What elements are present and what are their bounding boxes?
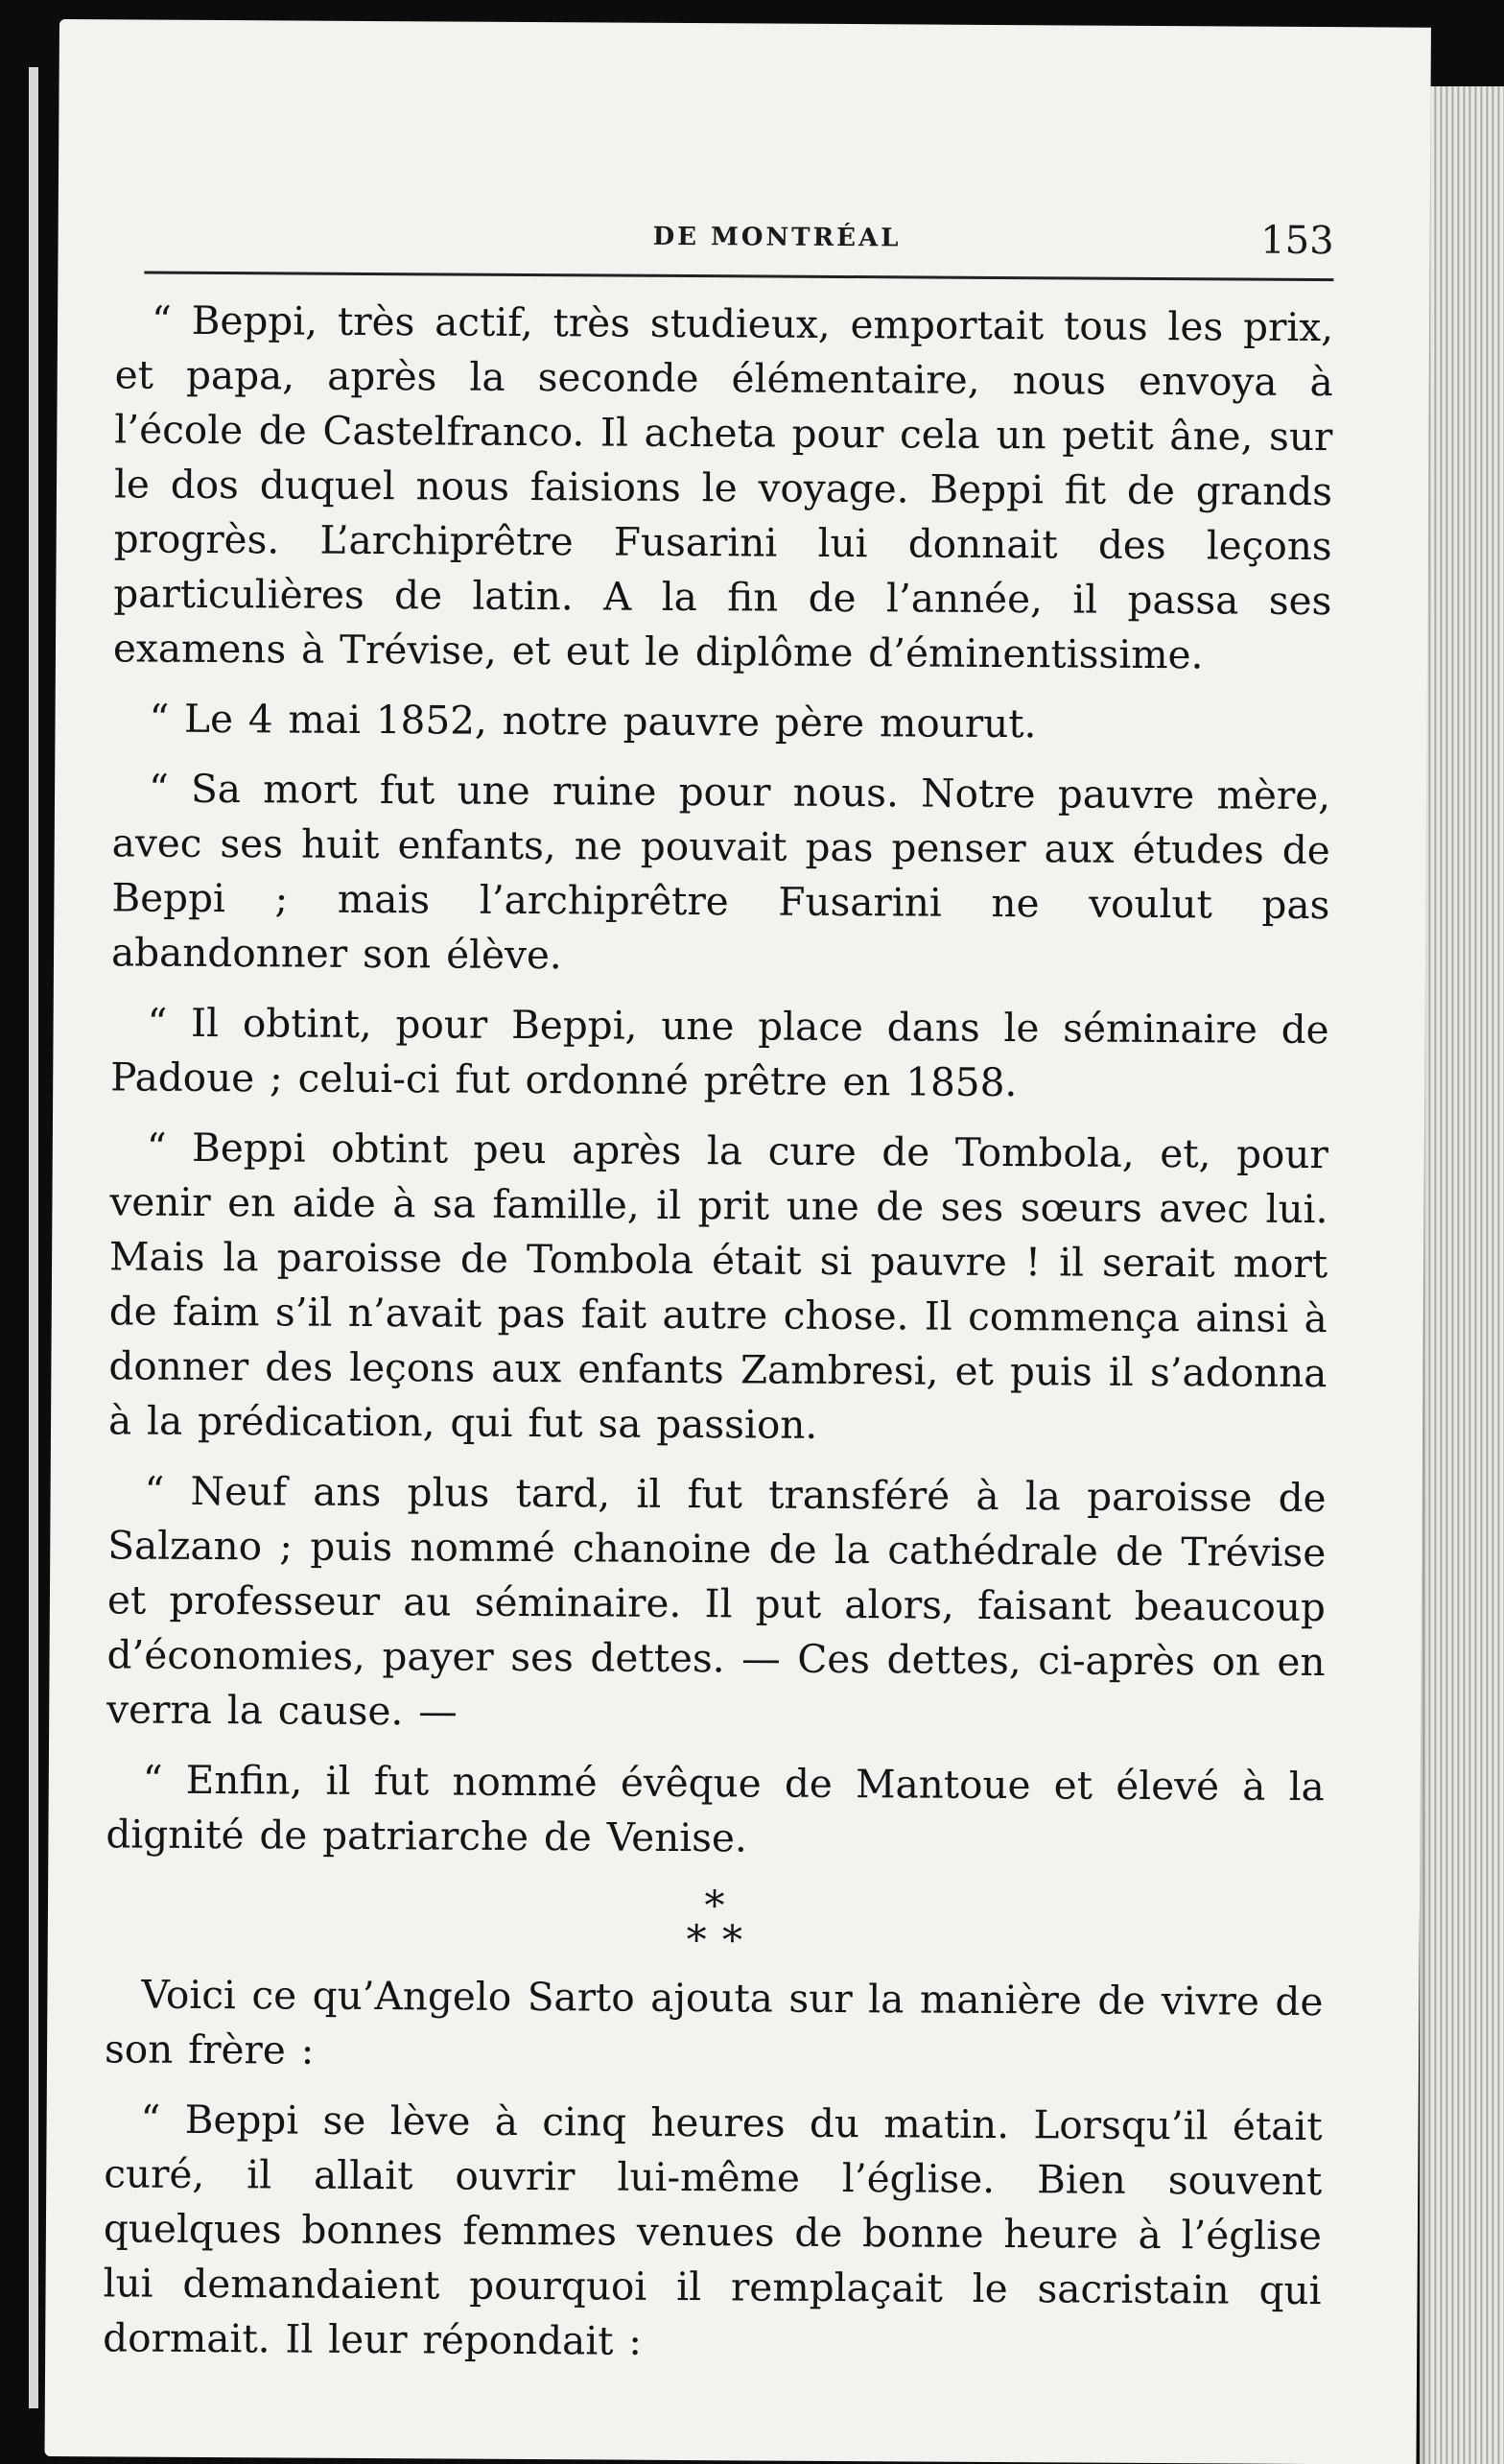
paragraph: “ Enfin, il fut nommé évêque de Mantoue et élevé à la dignité de patriarche de Venise. (106, 1756, 1325, 1861)
paragraph: “ Sa mort fut une ruine pour nous. Notre pauvre mère, avec ses huit enfants, ne pouvait pas penser aux études de Beppi ; mais l’archiprêtre Fusarini ne voulut pas abandonner son élève. (110, 765, 1331, 979)
paragraph: Voici ce qu’Angelo Sarto ajouta sur la manière de vivre de son frère : (104, 1971, 1324, 2073)
asterism-bottom: * * (686, 1916, 743, 1964)
section-asterism (106, 1882, 1324, 1964)
paragraph: “ Beppi se lève à cinq heures du matin. Lorsqu’il était curé, il allait ouvrir lui-même l’église. Bien souvent quelques bonnes femmes venues de bonne heure à l’église lui demandaient pourquoi il remplaçait le sacristain qui dormait. Il leur répondait : (103, 2096, 1323, 2364)
paragraph: “ Il obtint, pour Beppi, une place dans le séminaire de Padoue ; celui-ci fut ordonné prêtre en 1858. (110, 999, 1329, 1106)
body-text (103, 293, 1333, 2388)
paragraph: “ Neuf ans plus tard, il fut transféré à la paroisse de Salzano ; puis nommé chanoine de la cathédrale de Trévise et professeur au séminaire. Il put alors, faisant beaucoup d’économies, payer ses dettes. — Ces dettes, ci-après on en verra la cause. — (106, 1467, 1327, 1735)
page-number: 153 (1260, 218, 1334, 264)
asterism-top: * (704, 1882, 725, 1930)
page-sheet (44, 19, 1430, 2464)
page-fore-edge (1420, 86, 1504, 2464)
paragraph: “ Beppi, très actif, très studieux, emportait tous les prix, et papa, après la seconde élémentaire, nous envoya à l’école de Castelfranco. Il acheta pour cela un petit âne, sur le dos duquel nous faisions le voyage. Beppi fit de grands progrès. L’archiprêtre Fusarini lui donnait des leçons particulières de latin. A la fin de l’année, il passa ses examens à Trévise, et eut le diplôme d’éminentissime. (112, 296, 1334, 678)
running-head: DE MONTRÉAL (652, 222, 902, 253)
paragraph: “ Beppi obtint peu après la cure de Tombola, et, pour venir en aide à sa famille, il prit une de ses sœurs avec lui. Mais la paroisse de Tombola était si pauvre ! il serait mort de faim s’il n’avait pas fait autre chose. Il commença ainsi à donner des leçons aux enfants Zambresi, et puis il s’adonna à la prédication, qui fut sa passion. (107, 1124, 1328, 1448)
book-spine-edge (29, 67, 38, 2408)
paragraph: “ Le 4 mai 1852, notre pauvre père mourut. (149, 695, 1037, 747)
